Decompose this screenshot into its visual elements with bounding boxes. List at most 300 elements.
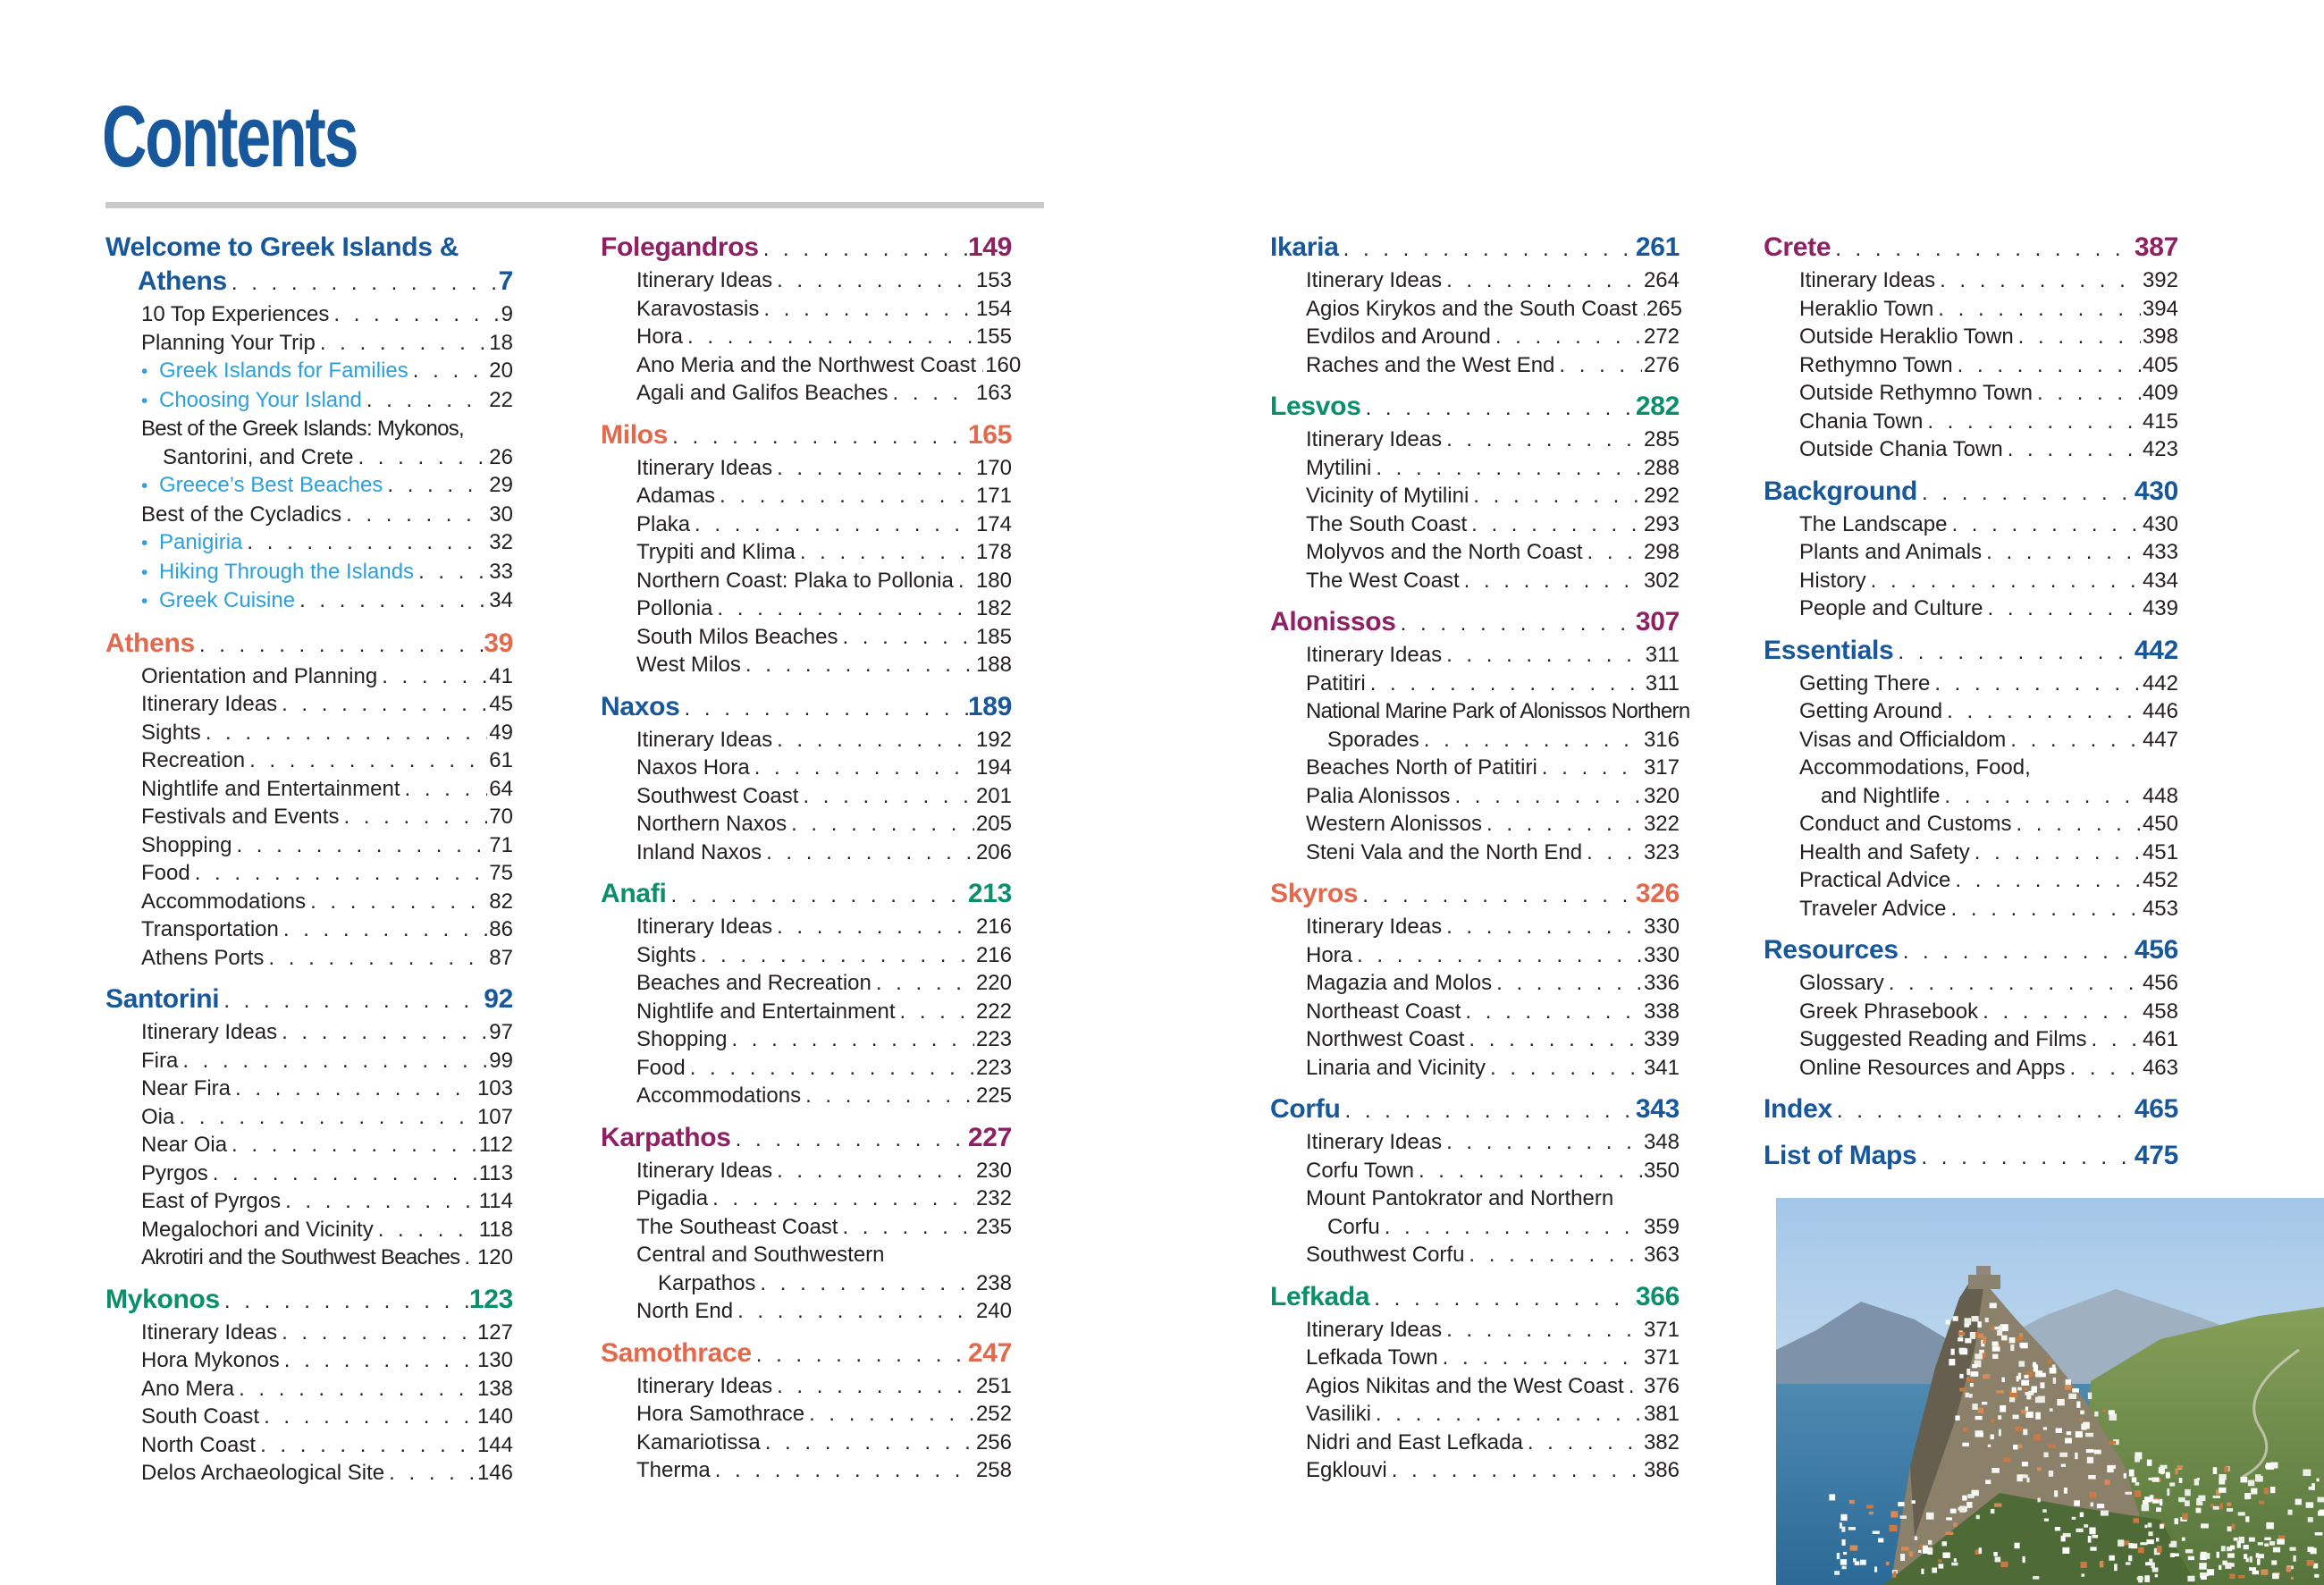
page-number: 264 [1643, 268, 1680, 292]
dot-leader [668, 420, 968, 454]
toc-entry [105, 415, 513, 443]
entry-label: Sights [636, 942, 696, 967]
dot-leader [280, 1346, 476, 1375]
toc-entry [1270, 1400, 1680, 1429]
entry-label: Inland Naxos [636, 839, 762, 864]
toc-entry [1270, 810, 1680, 839]
toc-section-milos [601, 418, 1012, 679]
page-number: 366 [1635, 1281, 1680, 1311]
toc-entry [105, 746, 513, 775]
page-number: 430 [2134, 476, 2178, 506]
dot-leader [1461, 998, 1642, 1026]
toc-section-list-of-maps [1764, 1139, 2178, 1175]
page-number: 216 [975, 915, 1012, 939]
entry-label: Plaka [636, 511, 691, 536]
toc-entry [105, 690, 513, 719]
bullet-icon: • [141, 390, 148, 411]
entry-label: Outside Heraklio Town [1799, 325, 2014, 349]
page-number: 442 [2142, 670, 2178, 696]
page-number: 456 [2142, 971, 2178, 995]
dot-leader [762, 839, 974, 867]
entry-label: Therma [636, 1458, 711, 1482]
toc-section-samothrace [601, 1336, 1012, 1485]
toc-entry [105, 1346, 513, 1375]
dot-leader [341, 501, 487, 529]
section-title: Athens [138, 266, 227, 296]
toc-section-heading [601, 690, 1012, 726]
dot-leader [384, 1459, 476, 1488]
page-number: 371 [1643, 1345, 1680, 1370]
toc-entry [1270, 351, 1680, 380]
page-number: 363 [1643, 1243, 1680, 1267]
entry-label: Health and Safety [1799, 839, 1970, 864]
toc-section-heading [1764, 231, 2178, 266]
page-number: 22 [489, 387, 513, 412]
dot-leader [1947, 895, 2141, 923]
entry-label: Itinerary Ideas [636, 268, 773, 292]
toc-entry [1764, 323, 2178, 351]
page-number: 182 [975, 596, 1012, 620]
section-title: Resources [1764, 935, 1899, 965]
toc-section-santorini [105, 982, 513, 1272]
toc-entry [105, 1216, 513, 1244]
dot-leader [1371, 454, 1642, 483]
page-number: 475 [2134, 1141, 2178, 1170]
page-number: 170 [975, 455, 1012, 480]
section-title: List of Maps [1764, 1141, 1917, 1170]
entry-label: Raches and the West End [1306, 352, 1555, 377]
entry-label: Ano Meria and the Northwest Coast [636, 352, 977, 377]
toc-entry [1764, 1025, 2178, 1054]
dot-leader [1387, 1456, 1642, 1485]
dot-leader [696, 941, 974, 970]
toc-entry [601, 510, 1012, 539]
toc-entry [1270, 482, 1680, 510]
section-title: Index [1764, 1094, 1832, 1124]
toc-entry [1270, 1456, 1680, 1485]
entry-label: Beaches and Recreation [636, 971, 872, 995]
entry-label: Hiking Through the Islands [159, 559, 415, 584]
page-number: 330 [1643, 915, 1680, 939]
entry-label: National Marine Park of Alonissos Northern [1306, 699, 1690, 723]
dot-leader [1419, 726, 1642, 755]
entry-label: Delos Archaeological Site [141, 1461, 385, 1485]
dot-leader [1491, 323, 1642, 351]
entry-label: Vicinity of Mytilini [1306, 484, 1469, 508]
dot-leader [796, 538, 974, 567]
page-number: 155 [975, 325, 1012, 349]
dot-leader [1983, 594, 2140, 623]
entry-label: Getting There [1799, 670, 1931, 696]
page-number: 120 [476, 1245, 513, 1269]
toc-section-heading [1270, 1280, 1680, 1316]
toc-entry [105, 1103, 513, 1132]
toc-section-lesvos [1270, 390, 1680, 594]
toc-section-heading [1270, 231, 1680, 266]
entry-label: Adamas [636, 484, 716, 508]
toc-entry [105, 1244, 513, 1272]
page-number: 450 [2142, 812, 2178, 836]
entry-label: Karavostasis [636, 296, 760, 321]
toc-entry [105, 662, 513, 691]
toc-entry [1270, 726, 1680, 755]
section-title: Crete [1764, 232, 1831, 262]
page-number: 205 [975, 812, 1012, 836]
section-title: Karpathos [601, 1122, 731, 1152]
entry-label: Palia Alonissos [1306, 783, 1451, 808]
dot-leader [220, 1285, 469, 1319]
toc-section-heading [1270, 877, 1680, 913]
page-number: 26 [489, 444, 513, 469]
dot-leader [1940, 782, 2141, 811]
page-number: 194 [975, 755, 1012, 780]
toc-entry [601, 941, 1012, 970]
page-number: 82 [489, 889, 513, 914]
toc-entry [1764, 697, 2178, 726]
toc-entry [105, 1018, 513, 1047]
toc-entry [1270, 941, 1680, 970]
toc-entry [105, 558, 513, 587]
entry-label: North Coast [141, 1432, 257, 1457]
toc-entry [601, 1429, 1012, 1457]
section-title: Essentials [1764, 635, 1894, 665]
toc-entry [105, 1431, 513, 1460]
entry-label: Outside Chania Town [1799, 437, 2003, 461]
page-number: 415 [2142, 409, 2178, 434]
dot-leader [1832, 1094, 2135, 1128]
section-title: Lesvos [1270, 392, 1361, 421]
dot-leader [690, 510, 974, 539]
dot-leader [772, 1372, 974, 1401]
entry-label: Practical Advice [1799, 868, 1951, 892]
entry-label: Central and Southwestern [636, 1243, 885, 1267]
page-number: 453 [2142, 896, 2178, 921]
dot-leader [680, 692, 968, 726]
entry-label: Pollonia [636, 596, 713, 620]
toc-entry [1764, 266, 2178, 295]
dot-leader [1537, 754, 1642, 782]
dot-leader [741, 651, 974, 679]
bullet-icon: • [141, 476, 148, 496]
toc-entry [1270, 782, 1680, 811]
toc-section-folegandros [601, 231, 1022, 408]
section-title: Skyros [1270, 879, 1359, 908]
dot-leader [715, 482, 974, 510]
dot-leader [759, 295, 974, 324]
toc-entry [105, 915, 513, 944]
page-number: 130 [476, 1348, 513, 1372]
toc-section-heading [105, 627, 513, 662]
toc-entry [1764, 839, 2178, 867]
page-number: 112 [478, 1133, 513, 1157]
toc-entry [601, 839, 1012, 867]
page-number: 33 [489, 559, 513, 584]
dot-leader [976, 351, 983, 380]
toc-entry [601, 323, 1012, 351]
entry-label: Corfu [1327, 1214, 1380, 1239]
entry-label: East of Pyrgos [141, 1189, 282, 1213]
page-number: 41 [489, 663, 513, 688]
entry-label: Pyrgos [141, 1160, 208, 1185]
dot-leader [195, 628, 484, 662]
dot-leader [281, 1187, 477, 1216]
dot-leader [1935, 266, 2141, 295]
entry-label: Hora Samothrace [636, 1402, 805, 1426]
dot-leader [1369, 1282, 1636, 1316]
page-number: 446 [2142, 699, 2178, 723]
toc-entry [1270, 426, 1680, 454]
page-number: 341 [1643, 1055, 1680, 1080]
section-title: Ikaria [1270, 232, 1339, 262]
dot-leader [1950, 866, 2141, 895]
entry-label: Itinerary Ideas [1306, 643, 1443, 667]
entry-label: Heraklio Town [1799, 296, 1934, 321]
page-number: 201 [975, 783, 1012, 808]
entry-label: Greek Islands for Families [159, 358, 408, 383]
dot-leader [208, 1159, 477, 1188]
dot-leader [1486, 1054, 1642, 1083]
entry-label: Southwest Coast [636, 783, 799, 808]
entry-label: Recreation [141, 748, 246, 772]
toc-entry [1764, 510, 2178, 539]
page-number: 180 [975, 568, 1012, 593]
page-number: 409 [2142, 381, 2178, 405]
dot-leader [2006, 726, 2141, 755]
entry-label: Online Resources and Apps [1799, 1055, 2066, 1080]
dot-leader [1340, 1094, 1635, 1128]
dot-leader [1523, 1429, 1642, 1457]
toc-entry [105, 1375, 513, 1404]
toc-section-heading [105, 1283, 513, 1319]
page-number: 146 [476, 1461, 513, 1485]
bullet-icon: • [141, 591, 148, 611]
page-number: 75 [489, 861, 513, 885]
entry-label: Near Oia [141, 1133, 228, 1157]
toc-entry [601, 1082, 1012, 1110]
dot-leader [667, 879, 968, 913]
toc-entry [601, 1025, 1012, 1054]
entry-label: Southwest Corfu [1306, 1243, 1465, 1267]
entry-label: Itinerary Ideas [1306, 915, 1443, 939]
toc-entry [601, 594, 1012, 623]
dot-leader [772, 913, 974, 941]
toc-entry [105, 1459, 513, 1488]
entry-label: Hora [1306, 942, 1353, 967]
dot-leader [1917, 476, 2135, 510]
page-number: 188 [975, 653, 1012, 677]
entry-label: The Landscape [1799, 511, 1948, 536]
toc-entry [1270, 754, 1680, 782]
toc-entry [1764, 1054, 2178, 1083]
entry-label: Itinerary Ideas [1306, 427, 1443, 451]
page-number: 153 [975, 268, 1012, 292]
page-number: 376 [1643, 1373, 1680, 1398]
dot-leader [1460, 567, 1642, 595]
page-number: 311 [1645, 643, 1680, 667]
toc-entry [105, 888, 513, 916]
page-number: 9 [501, 302, 513, 326]
toc-entry [1764, 998, 2178, 1026]
dot-leader [838, 1213, 973, 1242]
toc-entry [1764, 866, 2178, 895]
page-number: 230 [975, 1158, 1012, 1183]
entry-label: Chania Town [1799, 409, 1924, 434]
page-number: 433 [2142, 540, 2178, 564]
toc-entry [105, 1403, 513, 1431]
toc-entry [1764, 567, 2178, 595]
entry-label: South Milos Beaches [636, 624, 838, 649]
page-number: 49 [489, 720, 513, 745]
page-number: 114 [478, 1189, 513, 1213]
entry-label: Festivals and Events [141, 805, 340, 829]
dot-leader [1899, 935, 2135, 969]
entry-label: Transportation [141, 917, 279, 941]
dot-leader [316, 329, 487, 358]
page-number: 154 [975, 296, 1012, 321]
dot-leader [1442, 266, 1642, 295]
entry-label: Greece’s Best Beaches [159, 473, 383, 497]
photo-fortress [1968, 1275, 2000, 1289]
toc-entry [601, 726, 1012, 755]
toc-entry [1764, 895, 2178, 923]
page-number: 458 [2142, 999, 2178, 1024]
section-title: Milos [601, 419, 669, 450]
page-number: 30 [489, 502, 513, 527]
toc-entry [601, 567, 1012, 595]
page-number: 326 [1635, 879, 1680, 908]
toc-entry [601, 1241, 1012, 1269]
dot-leader [872, 969, 974, 998]
entry-label: Accommodations, Food, [1799, 755, 2031, 780]
toc-entry [105, 1319, 513, 1347]
entry-label: Food [636, 1055, 686, 1080]
toc-entry [601, 266, 1012, 295]
toc-entry [1270, 295, 1680, 324]
toc-entry [1764, 435, 2178, 464]
page-number: 392 [2142, 268, 2178, 292]
toc-section-anafi [601, 877, 1012, 1110]
dot-leader [295, 586, 487, 615]
entry-label: Conduct and Customs [1799, 812, 2012, 836]
page-number: 261 [1635, 232, 1680, 262]
entry-label: Megalochori and Vicinity [141, 1217, 374, 1242]
dot-leader [1831, 232, 2135, 266]
entry-label: Corfu Town [1306, 1158, 1414, 1183]
toc-entry [105, 501, 513, 529]
dot-leader [804, 1400, 974, 1429]
toc-entry [601, 482, 1012, 510]
dot-leader [459, 1244, 476, 1272]
page-number: 220 [975, 971, 1012, 995]
dot-leader [219, 984, 484, 1018]
page-number: 382 [1643, 1429, 1680, 1454]
dot-leader [1582, 538, 1641, 567]
page-number: 223 [975, 1027, 1012, 1051]
page-title: Contents [102, 88, 358, 185]
toc-entry [105, 386, 513, 416]
toc-entry [105, 443, 513, 472]
entry-label: Itinerary Ideas [636, 1158, 773, 1183]
dot-leader [362, 386, 487, 415]
dot-leader [1467, 510, 1642, 539]
dot-leader [201, 719, 488, 747]
dot-leader [232, 831, 487, 860]
dot-leader [245, 746, 487, 775]
entry-label: Nightlife and Entertainment [636, 999, 896, 1024]
page-number: 371 [1643, 1317, 1680, 1342]
entry-label: Itinerary Ideas [636, 915, 773, 939]
entry-label: Mytilini [1306, 455, 1372, 480]
toc-section-corfu [1270, 1092, 1680, 1269]
entry-label: Molyvos and the North Coast [1306, 540, 1583, 564]
entry-label: Patitiri [1306, 670, 1366, 696]
dot-leader [772, 454, 974, 483]
toc-entry [1764, 969, 2178, 998]
page-number: 235 [975, 1214, 1012, 1239]
entry-label: Kamariotissa [636, 1429, 761, 1454]
entry-label: Western Alonissos [1306, 812, 1482, 836]
toc-entry [601, 379, 1012, 408]
dot-leader [383, 471, 487, 500]
toc-entry [1270, 839, 1680, 867]
toc-entry [601, 1269, 1012, 1298]
entry-label: Naxos Hora [636, 755, 750, 780]
dot-leader [2087, 1025, 2141, 1054]
entry-label: Northeast Coast [1306, 999, 1461, 1024]
entry-label: Pigadia [636, 1186, 709, 1210]
page-number: 163 [975, 381, 1012, 405]
dot-leader [1396, 607, 1636, 641]
dot-leader [1953, 351, 2141, 380]
toc-entry [1270, 969, 1680, 998]
entry-label: Visas and Officialdom [1799, 727, 2007, 752]
page-number: 439 [2142, 596, 2178, 620]
entry-label: Plants and Animals [1799, 540, 1983, 564]
entry-label: Itinerary Ideas [636, 727, 773, 752]
page-number: 343 [1635, 1094, 1680, 1124]
toc-entry [1764, 726, 2178, 755]
toc-section-heading [1270, 605, 1680, 641]
entry-label: Mount Pantokrator and Northern [1306, 1186, 1614, 1210]
toc-entry [1270, 266, 1680, 295]
entry-label: Lefkada Town [1306, 1345, 1438, 1370]
toc-entry [1270, 567, 1680, 595]
entry-label: West Milos [636, 653, 741, 677]
entry-label: Egklouvi [1306, 1458, 1387, 1482]
entry-label: Itinerary Ideas [141, 1020, 278, 1044]
entry-label: Agios Kirykos and the South Coast [1306, 296, 1638, 321]
dot-leader [2014, 323, 2141, 351]
dot-leader [400, 775, 488, 804]
dot-leader [408, 357, 488, 385]
entry-label: Itinerary Ideas [1799, 268, 1936, 292]
page-number: 206 [975, 839, 1012, 864]
toc-column-1 [105, 231, 513, 1488]
entry-label: Beaches North of Patitiri [1306, 755, 1537, 780]
dot-leader [1442, 913, 1642, 941]
page-number: 330 [1643, 942, 1680, 967]
toc-section-heading [1764, 475, 2178, 510]
dot-leader [896, 998, 974, 1026]
dot-leader [329, 300, 499, 329]
dot-leader [1464, 1241, 1642, 1269]
page-number: 92 [484, 984, 513, 1014]
page-number: 39 [484, 628, 513, 658]
dot-leader [1380, 1213, 1642, 1242]
toc-section-athens [105, 627, 513, 973]
page-number: 350 [1643, 1158, 1680, 1183]
entry-label: The South Coast [1306, 511, 1468, 536]
